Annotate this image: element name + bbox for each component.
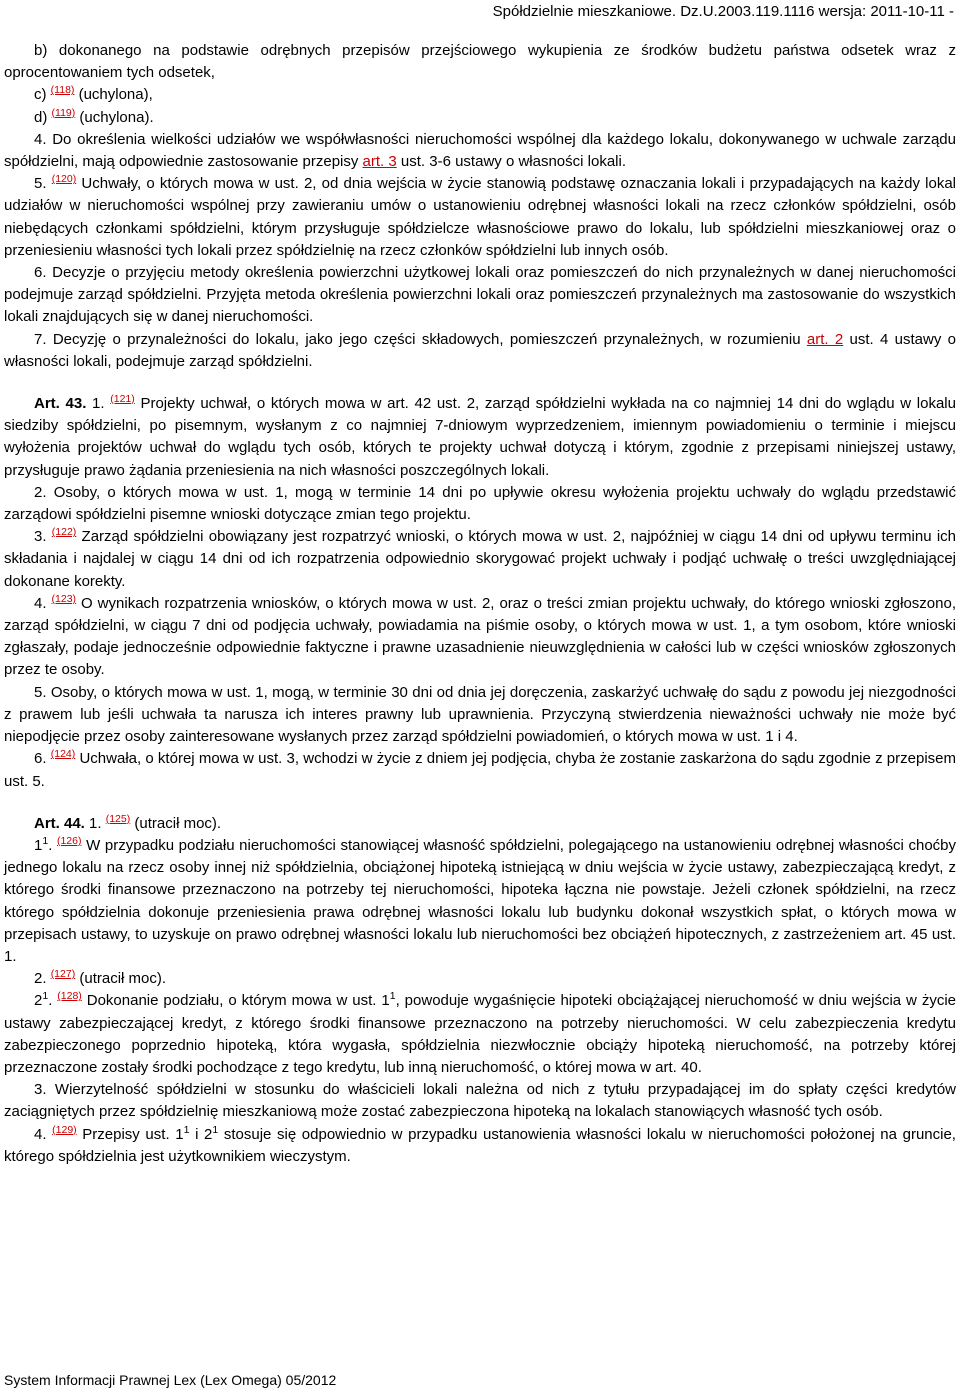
paragraph-lead: 2.: [34, 970, 51, 988]
paragraph-lead: 1.: [86, 395, 111, 413]
paragraph-lead: 1.: [84, 814, 106, 832]
footnote-link-122[interactable]: (122): [51, 526, 77, 539]
footnote-link-127[interactable]: (127): [50, 968, 76, 981]
article-3-link[interactable]: art. 3: [362, 153, 397, 171]
paragraph-text: i 2: [189, 1125, 213, 1143]
footnote-link-119[interactable]: (119): [51, 106, 76, 119]
paragraph-text: Zarząd spółdzielni obowiązany jest rozpatrzyć wnioski, o których mowa w ust. 2, najpóźniej w ciągu 14 dni od upływu terminu ich składania i najdalej w ciągu 14 dni od ich rozpatrzenia odpowiednio skorygować projekt uchwały i podjąć uchwałę o treści uwzględniającej dokonane korekty.: [4, 528, 956, 590]
paragraph-text: stosuje się odpowiednio w przypadku ustanowienia własności lokalu w nieruchomości położonej na gruncie, którego spółdzielnia jest użytkownikiem wieczystym.: [4, 1125, 956, 1165]
document-body: [4, 40, 956, 1168]
article-43-label: Art. 43.: [34, 395, 87, 413]
article-44-section-2: [4, 968, 956, 990]
article-43-section-2: 2. Osoby, o których mowa w ust. 1, mogą w terminie 14 dni po upływie okresu wyłożenia projektu uchwały do wglądu przedstawić zarządowi spółdzielni pisemne wnioski dotyczące zmian tego projektu.: [4, 483, 956, 524]
paragraph-text: W przypadku podziału nieruchomości stanowiącej własność spółdzielni, polegającego na ustanowieniu odrębnej własności choćby jednego lokalu na rzecz osoby innej niż spółdzielnia, obciążonej hipoteką istniejącą w dniu wejścia w życie ustawy, zabezpieczającą kredyt, z którego środki finansowe przeznaczono na potrzeby tej nieruchomości, hipoteka łączna nie powstaje. Jeżeli członek spółdzielni, na rzecz którego spółdzielnia dokonuje przeniesienia prawa odrębnej własności lokalu lub budynku dokonał wszystkich spłat, o których mowa w przepisach ustawy, to uzyskuje on prawo odrębnej własności lokalu lub nieruchomości bez obciążeń hipotecznych, z zastrzeżeniem art. 45 ust. 1.: [4, 836, 956, 965]
paragraph-text: O wynikach rozpatrzenia wniosków, o których mowa w ust. 2, oraz o treści zmian projektu uchwały, do którego wnioski zgłoszono, zarząd spółdzielni, w ciągu 7 dni od podjęcia uchwały, powiadamia na piśmie osoby, o których mowa w ust. 1, a tym osobom, które wnioski zgłaszały, podaje jednocześnie odpowiednie faktyczne i prawne uzasadnienie nieuwzględnienia w całości lub w części wniosków zgłoszonych przez te osoby.: [4, 594, 956, 679]
superscript: 1: [42, 990, 49, 1003]
footnote-link-120[interactable]: (120): [51, 173, 77, 186]
paragraph-lead: 6.: [34, 750, 51, 768]
paragraph-lead: 3.: [34, 528, 52, 546]
paragraph-text: Przepisy ust. 1: [76, 1125, 184, 1143]
paragraph-text: (utracił moc).: [130, 814, 222, 832]
superscript: 1: [183, 1123, 190, 1136]
paragraph-5: [4, 173, 956, 262]
paragraph-text: Projekty uchwał, o których mowa w art. 42 ust. 2, zarząd spółdzielni wykłada na co najmniej 14 dni do wglądu w lokalu siedziby spółdzielni, po pisemnym, wysłanym z co najmniej 7-dniowym wyprzedzeniem, imiennym powiadomieniu o terminie i miejscu wyłożenia projektów uchwał do wglądu tych osób, których te projekty uchwał dotyczą i którym, zgodnie z przepisami niniejszej ustawy, przysługuje prawo żądania przeniesienia na nich własności poszczególnych lokali.: [4, 395, 956, 479]
paragraph-b: b) dokonanego na podstawie odrębnych przepisów przejściowego wykupienia ze środków budżetu państwa odsetek wraz z oprocentowaniem tych odsetek,: [4, 42, 956, 82]
article-44-section-2-1: [4, 990, 956, 1079]
paragraph-d: [4, 107, 956, 129]
paragraph-text: 7. Decyzję o przynależności do lokalu, jako jego części składowych, pomieszczeń przynależnych, w rozumieniu: [34, 330, 807, 348]
article-2-link[interactable]: art. 2: [806, 330, 844, 348]
paragraph-lead-dot: .: [48, 836, 57, 854]
paragraph-text: (utracił moc).: [75, 970, 167, 988]
paragraph-text: 4. Do określenia wielkości udziałów we współwłasności nieruchomości wspólnej dla każdego lokalu, dokonywanego w uchwale zarządu spółdzielni, mają odpowiednie zastosowanie przepisy: [4, 130, 956, 171]
article-43-section-6: [4, 748, 956, 792]
paragraph-text: Dokonanie podziału, o którym mowa w ust. 1: [81, 992, 390, 1010]
paragraph-lead: 1: [34, 836, 43, 854]
paragraph-lead: 5.: [34, 175, 52, 193]
paragraph-text: , powoduje wygaśnięcie hipoteki obciążającej nieruchomość w dniu wejścia w życie ustawy zabezpieczającej kredyt, z którego środki finansowe przeznaczono na potrzeby nieruchomości. W celu zabezpieczenia kredytu zabezpieczonego poprzednio hipoteką, która wygasła, spółdzielnia niezwłocznie obciąży hipoteką nieruchomość, na potrzeby której przeznaczone zostały środki pochodzące z tego kredytu, lub inną nieruchomość, o której mowa w art. 40.: [4, 992, 956, 1076]
paragraph-4: [4, 129, 956, 173]
footnote-link-124[interactable]: (124): [50, 748, 76, 761]
article-43-section-5: 5. Osoby, o których mowa w ust. 1, mogą, w terminie 30 dni od dnia jej doręczenia, zaskarżyć uchwałę do sądu z powodu jej niezgodności z prawem lub jeśli uchwała ta narusza ich interes prawny lub uprawnienia. Przyczyną stwierdzenia nieważności uchwały nie może być niepodjęcie przez osoby zainteresowane wysłanych przez zarząd spółdzielni powiadomień, o których mowa w ust. 1 i 4.: [4, 683, 956, 746]
article-44-label: Art. 44.: [34, 814, 85, 832]
article-43-section-3: [4, 526, 956, 593]
paragraph-7: [4, 329, 956, 373]
paragraph-lead: d): [34, 108, 52, 126]
paragraph-text: (uchylona),: [74, 86, 153, 104]
paragraph-text: ust. 3-6 ustawy o własności lokali.: [396, 153, 626, 171]
paragraph-6: 6. Decyzje o przyjęciu metody określenia powierzchni użytkowej lokali oraz pomieszczeń do nich przynależnych w danej nieruchomości podejmuje zarząd spółdzielni. Przyjęta metoda określenia powierzchni lokali oraz pomieszczeń przynależnych ma zastosowanie do wszystkich lokali znajdujących się w danej nieruchomości.: [4, 264, 956, 326]
footnote-link-123[interactable]: (123): [51, 592, 77, 605]
paragraph-text: ust. 4 ustawy o własności lokali, podejmuje zarząd spółdzielni.: [4, 330, 956, 370]
article-43-section-4: [4, 593, 956, 682]
article-44-section-4: [4, 1124, 956, 1168]
superscript: 1: [42, 834, 49, 847]
paragraph-lead: c): [34, 86, 51, 104]
running-header: Spółdzielnie mieszkaniowe. Dz.U.2003.119.1116 wersja: 2011-10-11 -: [492, 3, 954, 20]
paragraph-text: (uchylona).: [75, 108, 154, 126]
paragraph-lead: 4.: [34, 594, 52, 612]
page-footer: System Informacji Prawnej Lex (Lex Omega) 05/2012: [4, 1372, 337, 1388]
article-44-section-3: 3. Wierzytelność spółdzielni w stosunku do właścicieli lokali należna od nich z tytułu przypadającej im do spłaty części kredytów zaciągniętych przez spółdzielnię mieszkaniową może zostać zabezpieczona hipoteką na lokalach stanowiących własność tych osób.: [4, 1081, 956, 1121]
paragraph-text: Uchwała, o której mowa w ust. 3, wchodzi w życie z dniem jej podjęcia, chyba że zostanie zaskarżona do sądu zgodnie z przepisem ust. 5.: [4, 750, 956, 790]
article-44-section-1-1: [4, 835, 956, 968]
paragraph-lead: 2: [34, 992, 43, 1010]
footnote-link-121[interactable]: (121): [110, 393, 135, 406]
paragraph-lead: 4.: [34, 1125, 53, 1143]
article-43-section-1: [4, 393, 956, 482]
paragraph-text: Uchwały, o których mowa w ust. 2, od dnia wejścia w życie stanowią podstawę oznaczania lokali i przypadających na każdy lokal udziałów w nieruchomości wspólnej przy zawieraniu umów o ustanowieniu odrębnej własności lokali na rzecz członków spółdzielni, osób niebędących członkami spółdzielni, którym przysługuje spółdzielcze własnościowe prawo do lokalu, lub spółdzielni mieszkaniowej oraz o przeniesieniu własności tych lokali przez spółdzielnię na rzecz członków spółdzielni lub innych osób.: [4, 175, 956, 259]
paragraph-lead-dot: .: [48, 992, 58, 1010]
footnote-link-129[interactable]: (129): [52, 1123, 77, 1136]
footnote-link-125[interactable]: (125): [105, 812, 131, 825]
superscript: 1: [212, 1123, 219, 1136]
superscript: 1: [389, 990, 396, 1003]
footnote-link-126[interactable]: (126): [56, 834, 82, 847]
footnote-link-118[interactable]: (118): [50, 84, 75, 97]
footnote-link-128[interactable]: (128): [57, 990, 82, 1003]
paragraph-c: [4, 84, 956, 106]
article-44-section-1: [4, 813, 956, 835]
